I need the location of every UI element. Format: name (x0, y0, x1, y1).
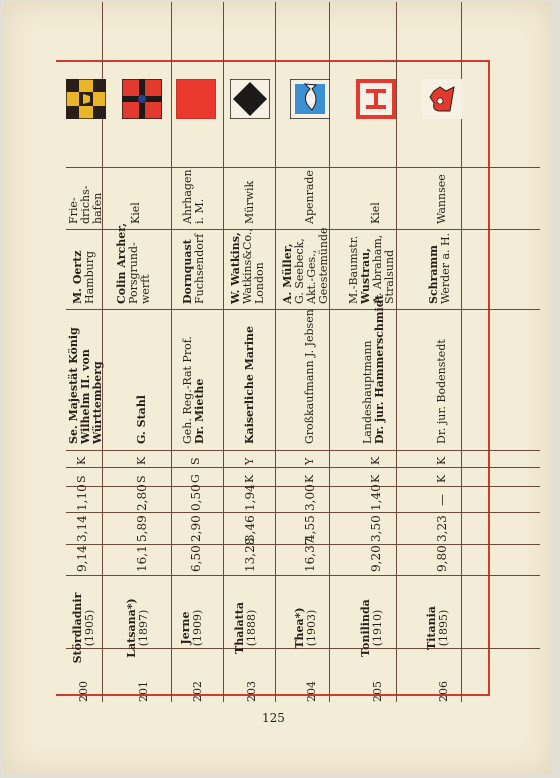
builder-line: London (253, 262, 266, 304)
length-value: 3,46 (243, 515, 257, 542)
fish-flag-icon (290, 79, 330, 119)
column-divider (66, 512, 540, 513)
owner-line: Se. Majestät König (67, 327, 80, 444)
rig-value: K (369, 474, 382, 483)
length-value: 5,89 (135, 515, 149, 542)
draft-value: — (435, 494, 449, 506)
size-value: 16,1 (135, 545, 149, 572)
port-line: Frie- (67, 197, 80, 224)
builder-line: Dornquast (181, 239, 194, 304)
type-value: K (369, 456, 382, 465)
yacht-year: (1903) (305, 609, 318, 647)
builder-line: Stralsund (383, 249, 396, 304)
owner-line: Dr. jur. Hammerschmidt (373, 294, 386, 444)
port-line: i. M. (193, 198, 206, 224)
owner-line: Kaiserliche Marine (243, 325, 256, 444)
builder-line: M. Oertz (71, 250, 84, 304)
yacht-year: (1888) (245, 609, 258, 647)
draft-value: 1,10 (75, 484, 89, 511)
yacht-year: (1895) (437, 609, 450, 647)
size-value: 9,80 (435, 545, 449, 572)
draft-value: 1,40 (369, 484, 383, 511)
rig-value: S (135, 475, 148, 483)
type-value: Y (303, 457, 316, 465)
builder-line: Geestemünde (317, 227, 330, 304)
column-divider (66, 167, 540, 168)
length-value: 3,23 (435, 515, 449, 542)
port-line: Apenrade (303, 170, 316, 224)
owner-line: Wilhelm II. von (79, 349, 92, 444)
builder-line: Wustrau, (359, 248, 372, 304)
length-value: 3,50 (369, 515, 383, 542)
draft-value: 2,80 (135, 484, 149, 511)
type-value: S (189, 457, 202, 465)
yacht-name: Thea*) (293, 607, 306, 649)
length-value: 2,90 (189, 515, 203, 542)
builder-line: Werder a. H. (439, 232, 452, 304)
builder-line: Fuchsendorf (193, 233, 206, 304)
yacht-year: (1897) (137, 609, 150, 647)
rig-value: K (435, 474, 448, 483)
port-line: Wannsee (435, 174, 448, 224)
rig-value: G (189, 474, 202, 483)
size-value: 13,28 (243, 537, 257, 572)
builder-line: Akt.-Ges., (305, 249, 318, 304)
yacht-name: Titania (425, 606, 438, 650)
builder-line: G. Seebeck, (293, 238, 306, 304)
row-separator (275, 2, 276, 702)
row-number: 205 (371, 681, 384, 702)
yacht-name: Stördladnir (71, 592, 84, 664)
yacht-name: Thalatta (233, 602, 246, 654)
letter-flag-icon (356, 79, 396, 119)
length-value: 4,55 (303, 515, 317, 542)
animal-flag-icon (422, 79, 462, 119)
column-divider (66, 450, 540, 451)
rig-value: K (303, 474, 316, 483)
yacht-name: Tonilinda (359, 599, 372, 657)
yacht-name: Jerne (179, 611, 192, 645)
type-value: K (435, 456, 448, 465)
builder-line: Watkins&Co., (241, 228, 254, 304)
cross-flag-icon (122, 79, 162, 119)
row-separator (223, 2, 224, 702)
owner-line: Württemberg (91, 361, 104, 444)
yacht-table (66, 2, 540, 702)
row-number: 203 (245, 681, 258, 702)
type-value: Y (243, 457, 256, 465)
size-value: 9,20 (369, 545, 383, 572)
port-line: Mürwik (243, 180, 256, 224)
checker-flag-icon (66, 79, 106, 119)
yacht-year: (1905) (83, 609, 96, 647)
rig-value: K (243, 474, 256, 483)
row-number: 206 (437, 681, 450, 702)
owner-line: Großkaufmann J. Jebsen (303, 309, 316, 444)
yacht-year: (1909) (191, 609, 204, 647)
size-value: 9,14 (75, 545, 89, 572)
row-separator (171, 2, 172, 702)
builder-line: werft (139, 274, 152, 304)
row-number: 201 (137, 681, 150, 702)
builder-line: W. Watkins, (229, 232, 242, 304)
row-number: 200 (77, 681, 90, 702)
builder-line: Colin Archer, (115, 222, 128, 304)
size-value: 6,50 (189, 545, 203, 572)
size-value: 16,37 (303, 537, 317, 572)
red-flag-icon (176, 79, 216, 119)
port-line: Kiel (369, 202, 382, 224)
type-value: K (135, 456, 148, 465)
page-number: 125 (262, 711, 285, 725)
row-separator (396, 2, 397, 702)
type-value: K (75, 456, 88, 465)
builder-line: M.-Baumstr. (347, 235, 360, 304)
builder-line: Schramm (427, 245, 440, 304)
builder-line: A. Abraham, (371, 234, 384, 304)
book-page (4, 2, 552, 774)
builder-line: Porsgrund- (127, 242, 140, 304)
port-line: drichs- (79, 185, 92, 224)
row-number: 202 (191, 681, 204, 702)
yacht-name: Latsana*) (125, 598, 138, 658)
builder-line: A. Müller, (281, 243, 294, 304)
draft-value: 3,00 (303, 484, 317, 511)
draft-value: 0,50 (189, 484, 203, 511)
port-line: Ahrhagen (181, 169, 194, 224)
builder-line: Hamburg (83, 250, 96, 304)
draft-value: 1,94 (243, 484, 257, 511)
owner-line: G. Stahl (135, 395, 148, 444)
owner-line: Landeshauptmann (361, 340, 374, 444)
diamond-flag-icon (230, 79, 270, 119)
owner-line: Geh. Reg.-Rat Prof. (181, 336, 194, 444)
yacht-year: (1910) (371, 609, 384, 647)
owner-line: Dr. Miethe (193, 378, 206, 444)
row-number: 204 (305, 681, 318, 702)
length-value: 3,14 (75, 515, 89, 542)
column-divider (66, 467, 540, 468)
port-line: hafen (91, 192, 104, 224)
owner-line: Dr. jur. Bodenstedt (435, 339, 448, 444)
port-line: Kiel (129, 202, 142, 224)
rig-value: S (75, 475, 88, 483)
